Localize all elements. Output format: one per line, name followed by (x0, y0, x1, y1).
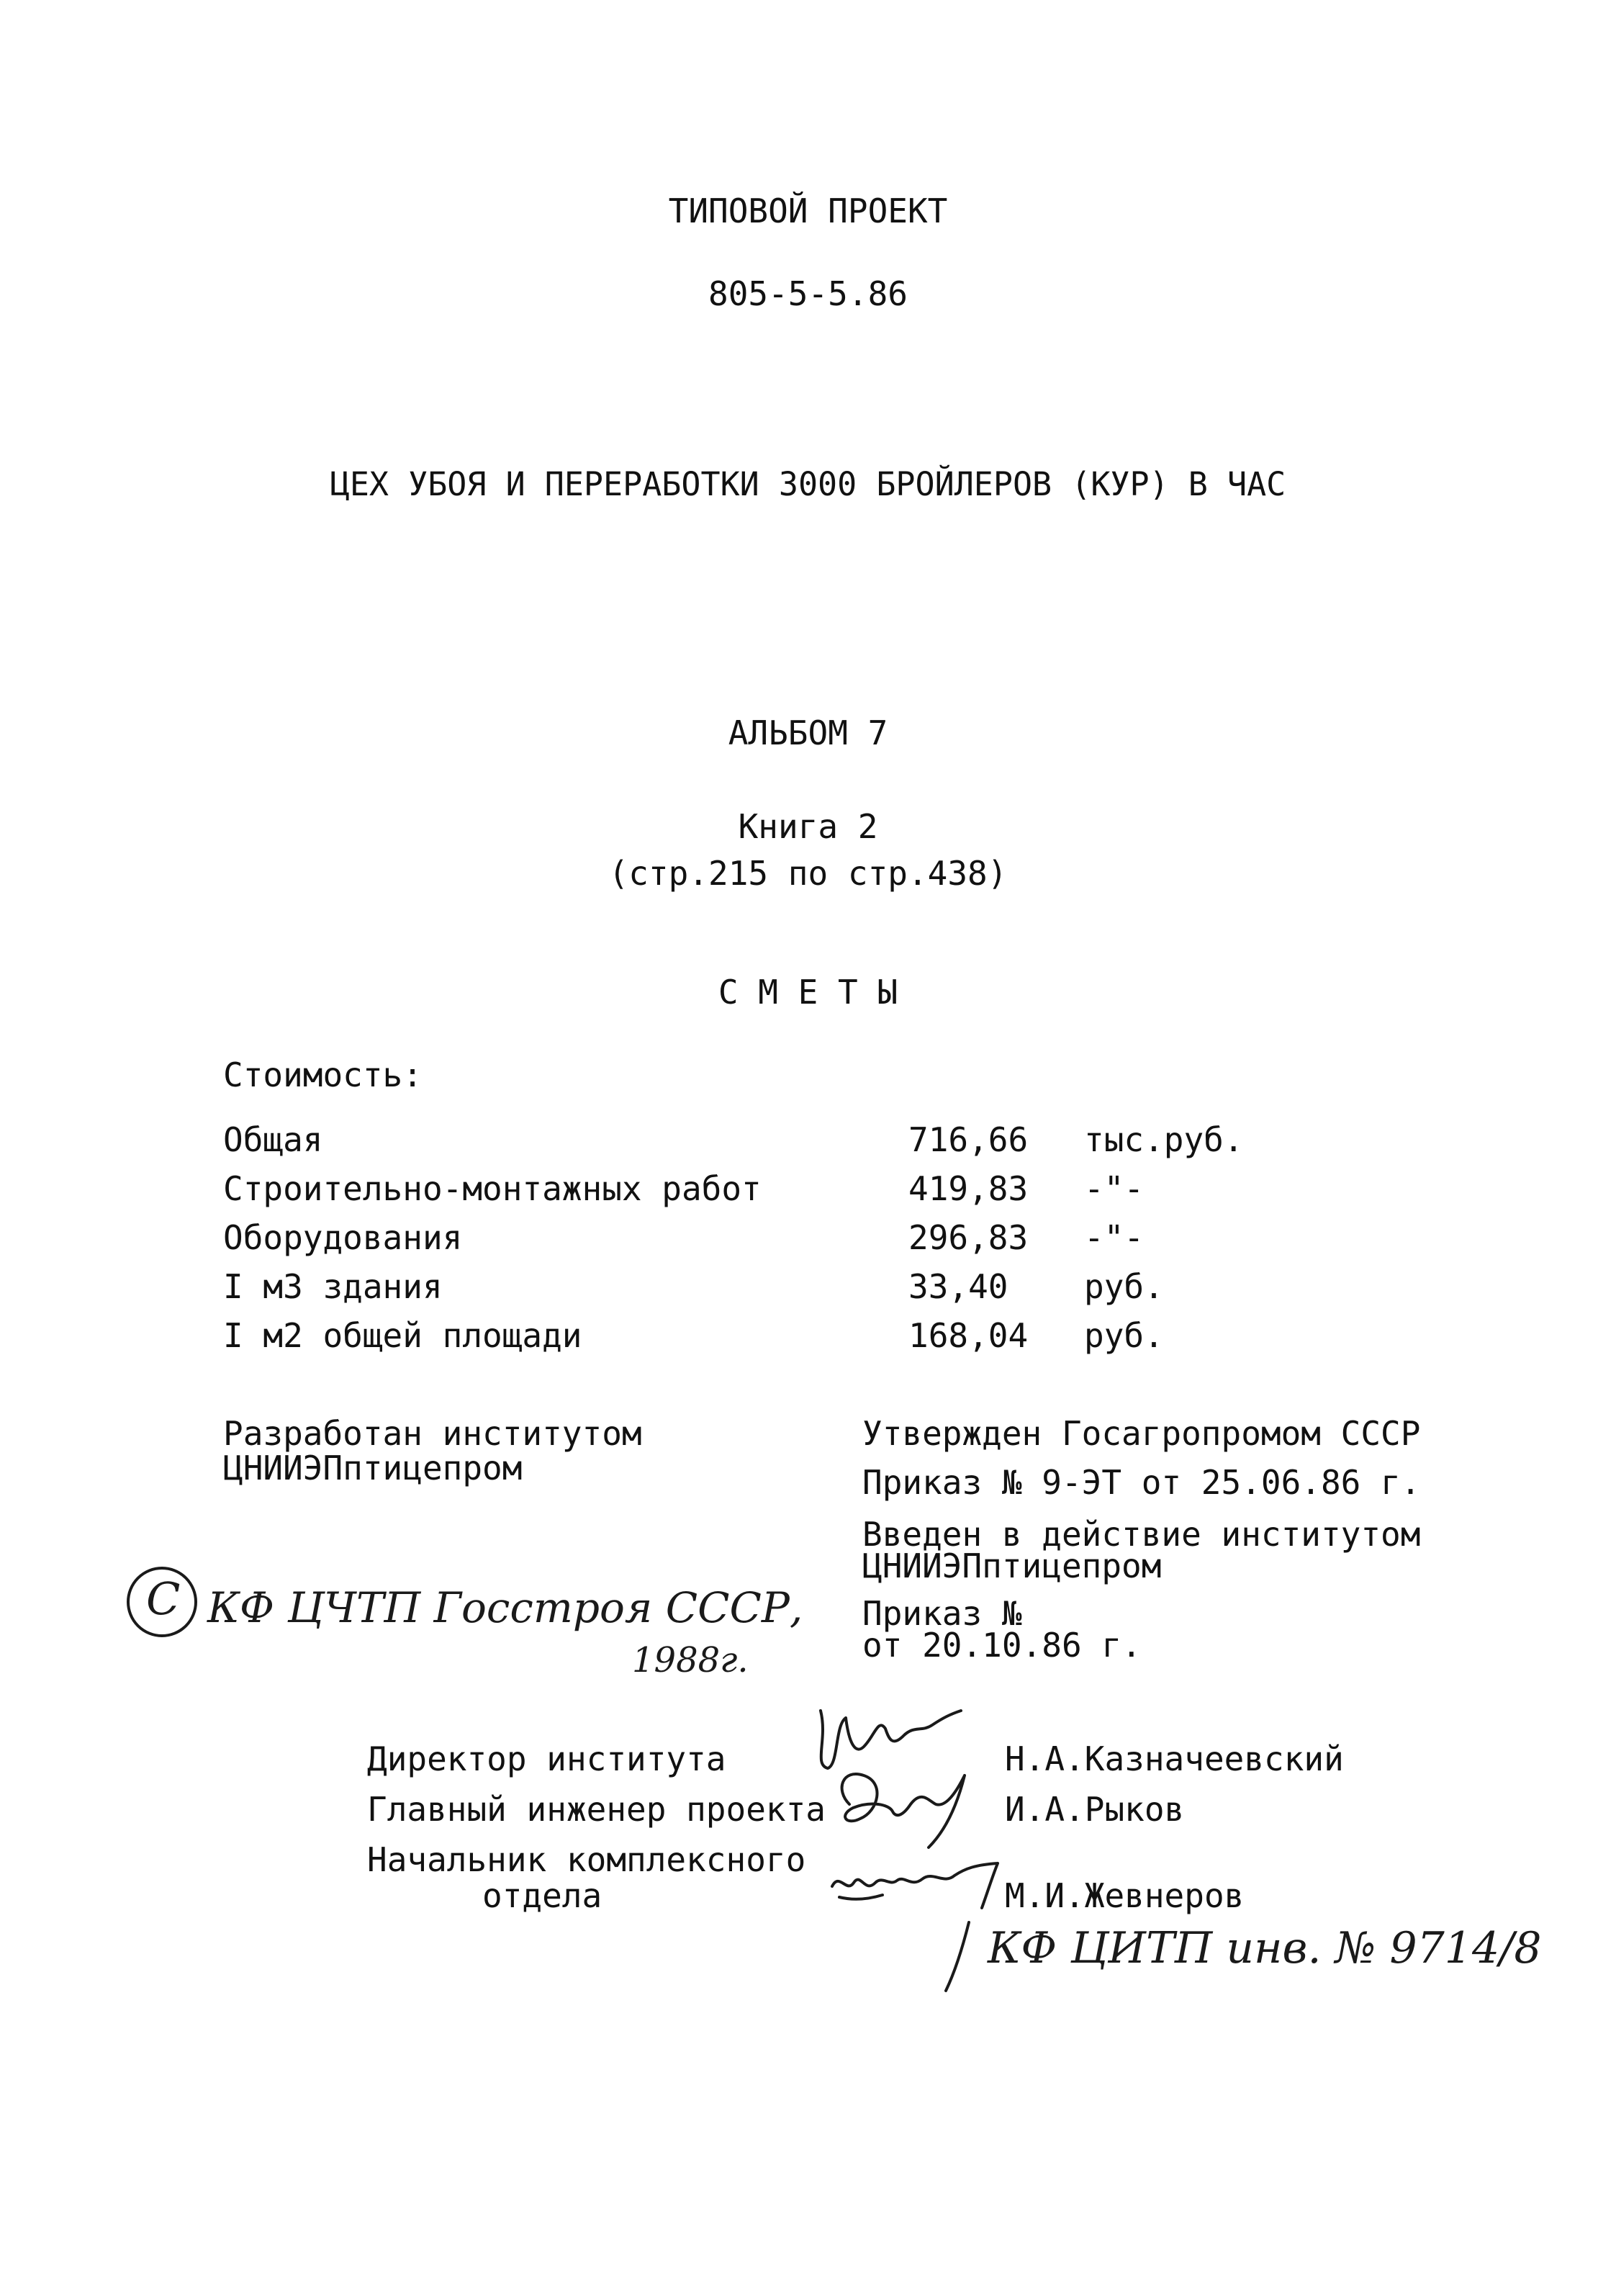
cost-row-value: 168,04 (908, 1316, 1029, 1355)
inventory-stamp-stroke (940, 1915, 983, 1994)
cost-row-value: 33,40 (908, 1267, 1008, 1306)
cost-row-unit: тыс.руб. (1084, 1120, 1244, 1159)
inventory-stamp: КФ ЦИТП инв. № 9714/8 (988, 1923, 1542, 1973)
signature-name: Н.А.Казначеевский (1005, 1739, 1344, 1778)
cost-row-label: Общая (223, 1120, 323, 1159)
cost-row-value: 419,83 (908, 1169, 1029, 1208)
approval-line2: Приказ № 9-ЭТ от 25.06.86 г. (862, 1463, 1421, 1502)
chief-engineer-signature (821, 1761, 986, 1855)
project-type: ТИПОВОЙ ПРОЕКТ (668, 192, 948, 230)
cost-row-label: Строительно-монтажных работ (223, 1169, 762, 1208)
project-title: ЦЕХ УБОЯ И ПЕРЕРАБОТКИ 3000 БРОЙЛЕРОВ (КУР) В ЧАС (330, 465, 1286, 503)
signature-position: Директор института (367, 1739, 726, 1778)
project-number: 805-5-5.86 (708, 274, 908, 313)
cost-row-value: 716,66 (908, 1120, 1029, 1159)
cost-row-unit: руб. (1084, 1267, 1164, 1306)
copyright-note-line2: 1988г. (632, 1640, 749, 1680)
signature-name: М.И.Жевнеров (1005, 1876, 1245, 1915)
cost-row-value: 296,83 (908, 1218, 1029, 1257)
section-title: С М Е Т Ы (718, 973, 898, 1012)
approval-line1: Утвержден Госагропромом СССР (862, 1414, 1421, 1453)
approval-line5: Приказ № (862, 1594, 1022, 1633)
copyright-symbol: С (146, 1572, 181, 1625)
approval-line3: Введен в действие институтом (862, 1515, 1421, 1554)
cost-row-label: I м3 здания (223, 1267, 443, 1306)
cost-heading: Стоимость: (223, 1055, 423, 1094)
cost-row-unit: -"- (1084, 1169, 1145, 1208)
department-head-signature (825, 1843, 1012, 1922)
copyright-note-line1: КФ ЦЧТП Госстроя СССР, (207, 1583, 803, 1632)
cost-row-label: Оборудования (223, 1218, 463, 1257)
developer-line2: ЦНИИЭПптицепром (223, 1449, 523, 1487)
developer-line1: Разработан институтом (223, 1414, 642, 1453)
signature-position: Начальник комплексного (367, 1840, 806, 1879)
signature-position-line2: отдела (482, 1876, 602, 1915)
album-label: АЛЬБОМ 7 (728, 713, 888, 752)
book-label: Книга 2 (738, 807, 878, 846)
signature-position: Главный инженер проекта (367, 1790, 826, 1829)
approval-line4: ЦНИИЭПптицепром (862, 1547, 1162, 1585)
cost-row-unit: руб. (1084, 1316, 1164, 1355)
approval-line6: от 20.10.86 г. (862, 1626, 1142, 1665)
cost-row-unit: -"- (1084, 1218, 1145, 1257)
signature-name: И.А.Рыков (1005, 1790, 1185, 1829)
page-range: (стр.215 по стр.438) (608, 854, 1008, 893)
cost-row-label: I м2 общей площади (223, 1316, 582, 1355)
